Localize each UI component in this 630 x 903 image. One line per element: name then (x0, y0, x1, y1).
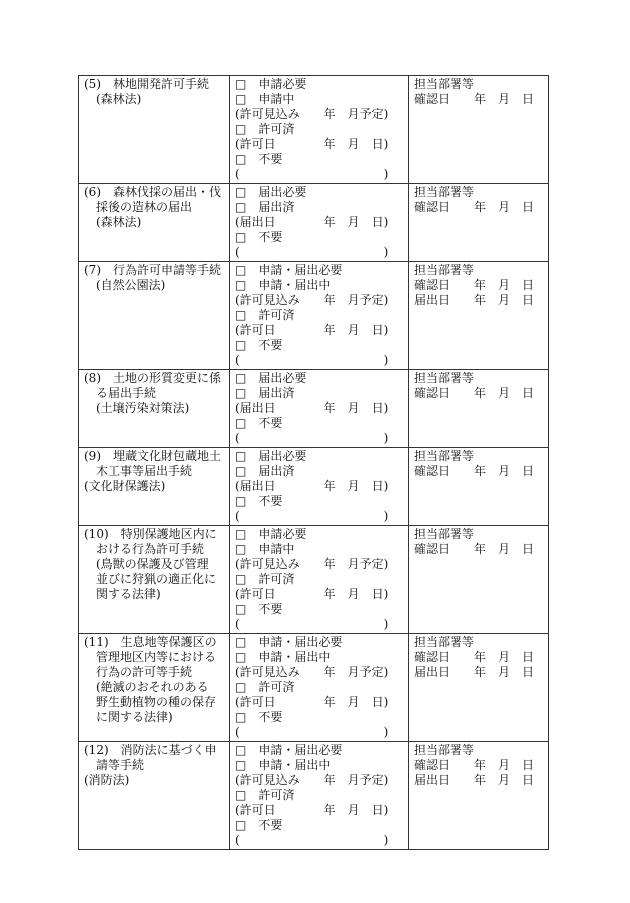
status-line[interactable]: □ 届出済 (235, 200, 295, 214)
status-line[interactable]: □ 届出必要 (235, 449, 307, 463)
department-cell (409, 262, 549, 370)
table-row (79, 448, 549, 526)
name-line: (文化財保護法) (84, 479, 166, 493)
dept-line: 届出日 年 月 日 (414, 665, 535, 679)
name-line: (10) 特別保護地区内に (84, 527, 217, 541)
dept-line: 確認日 年 月 日 (414, 200, 535, 214)
status-line[interactable]: □ 申請・届出中 (235, 650, 331, 664)
status-line: ( ) (235, 245, 389, 259)
dept-line: 担当部署等 (414, 635, 475, 649)
name-line: る届出手続 (84, 386, 157, 400)
status-line: (許可見込み 年 月予定) (235, 773, 389, 787)
dept-line: 届出日 年 月 日 (414, 773, 535, 787)
status-line: (許可見込み 年 月予定) (235, 293, 389, 307)
dept-line: 担当部署等 (414, 185, 475, 199)
name-line: (森林法) (84, 92, 142, 106)
status-line: (許可日 年 月 日) (235, 137, 389, 151)
table-row (79, 526, 549, 634)
name-line: (11) 生息地等保護区の (84, 635, 217, 649)
status-line: (許可見込み 年 月予定) (235, 665, 389, 679)
status-line[interactable]: □ 届出済 (235, 386, 295, 400)
status-cell (230, 448, 409, 526)
status-line: ( ) (235, 509, 389, 523)
status-line[interactable]: □ 許可済 (235, 788, 295, 802)
status-line[interactable]: □ 申請必要 (235, 77, 307, 91)
dept-line: 確認日 年 月 日 (414, 464, 535, 478)
procedure-name-cell (79, 262, 230, 370)
dept-line: 担当部署等 (414, 77, 475, 91)
status-cell (230, 634, 409, 742)
table-row (79, 76, 549, 184)
table-row (79, 262, 549, 370)
name-line: 並びに狩猟の適正化に (84, 572, 217, 586)
status-line[interactable]: □ 申請・届出必要 (235, 743, 343, 757)
status-line: (届出日 年 月 日) (235, 479, 389, 493)
dept-line: 確認日 年 月 日 (414, 386, 535, 400)
status-line[interactable]: □ 届出必要 (235, 371, 307, 385)
name-line: (自然公園法) (84, 278, 166, 292)
procedure-name-cell (79, 184, 230, 262)
status-line: ( ) (235, 617, 389, 631)
status-cell (230, 184, 409, 262)
status-line: (許可日 年 月 日) (235, 695, 389, 709)
name-line: (7) 行為許可申請等手続 (84, 263, 221, 277)
dept-line: 確認日 年 月 日 (414, 542, 535, 556)
name-line: (絶滅のおそれのある (84, 680, 209, 694)
status-line: (届出日 年 月 日) (235, 401, 389, 415)
status-line: ( ) (235, 725, 389, 739)
status-line: (許可見込み 年 月予定) (235, 557, 389, 571)
dept-line: 担当部署等 (414, 263, 475, 277)
name-line: 採後の造林の届出 (84, 200, 193, 214)
procedure-name-cell (79, 448, 230, 526)
procedure-name-cell (79, 634, 230, 742)
status-line[interactable]: □ 不要 (235, 494, 283, 508)
department-cell (409, 742, 549, 850)
status-line[interactable]: □ 許可済 (235, 308, 295, 322)
status-line[interactable]: □ 申請・届出必要 (235, 635, 343, 649)
status-line: ( ) (235, 833, 389, 847)
table-row (79, 634, 549, 742)
name-line: 木工事等届出手続 (84, 464, 193, 478)
status-line[interactable]: □ 届出必要 (235, 185, 307, 199)
name-line: おける行為許可手続 (84, 542, 205, 556)
department-cell (409, 184, 549, 262)
procedure-name-cell (79, 742, 230, 850)
dept-line: 担当部署等 (414, 371, 475, 385)
status-line[interactable]: □ 申請必要 (235, 527, 307, 541)
department-cell (409, 76, 549, 184)
status-cell (230, 742, 409, 850)
status-cell (230, 370, 409, 448)
status-line[interactable]: □ 申請中 (235, 92, 295, 106)
name-line: 管理地区内等における (84, 650, 217, 664)
status-line[interactable]: □ 不要 (235, 338, 283, 352)
name-line: (8) 土地の形質変更に係 (84, 371, 221, 385)
status-line[interactable]: □ 申請中 (235, 542, 295, 556)
dept-line: 確認日 年 月 日 (414, 92, 535, 106)
status-line: (許可日 年 月 日) (235, 587, 389, 601)
dept-line: 確認日 年 月 日 (414, 278, 535, 292)
dept-line: 担当部署等 (414, 527, 475, 541)
name-line: 請等手続 (84, 758, 145, 772)
status-line: ( ) (235, 167, 389, 181)
status-line[interactable]: □ 許可済 (235, 122, 295, 136)
name-line: (12) 消防法に基づく申 (84, 743, 217, 757)
department-cell (409, 448, 549, 526)
department-cell (409, 370, 549, 448)
table-row (79, 742, 549, 850)
status-line: (許可日 年 月 日) (235, 803, 389, 817)
status-cell (230, 262, 409, 370)
status-line: (許可日 年 月 日) (235, 323, 389, 337)
name-line: (土壌汚染対策法) (84, 401, 190, 415)
procedures-table (78, 75, 549, 850)
procedure-name-cell (79, 370, 230, 448)
status-line[interactable]: □ 申請・届出中 (235, 278, 331, 292)
procedures-table-body (79, 76, 549, 850)
status-line: (届出日 年 月 日) (235, 215, 389, 229)
name-line: (9) 埋蔵文化財包蔵地土 (84, 449, 221, 463)
dept-line: 担当部署等 (414, 449, 475, 463)
status-line[interactable]: □ 申請・届出必要 (235, 263, 343, 277)
name-line: 行為の許可等手続 (84, 665, 193, 679)
department-cell (409, 634, 549, 742)
status-line[interactable]: □ 許可済 (235, 680, 295, 694)
department-cell (409, 526, 549, 634)
status-cell (230, 76, 409, 184)
procedure-name-cell (79, 76, 230, 184)
name-line: (鳥獣の保護及び管理 (84, 557, 209, 571)
name-line: に関する法律) (84, 710, 173, 724)
dept-line: 担当部署等 (414, 743, 475, 757)
name-line: (6) 森林伐採の届出・伐 (84, 185, 221, 199)
name-line: (5) 林地開発許可手続 (84, 77, 209, 91)
status-line[interactable]: □ 不要 (235, 710, 283, 724)
status-line[interactable]: □ 申請・届出中 (235, 758, 331, 772)
procedure-name-cell (79, 526, 230, 634)
name-line: 野生動植物の種の保存 (84, 695, 217, 709)
status-line[interactable]: □ 不要 (235, 416, 283, 430)
status-line[interactable]: □ 届出済 (235, 464, 295, 478)
status-line[interactable]: □ 不要 (235, 602, 283, 616)
status-line: ( ) (235, 353, 389, 367)
name-line: (消防法) (84, 773, 130, 787)
status-line: ( ) (235, 431, 389, 445)
status-line[interactable]: □ 不要 (235, 230, 283, 244)
status-line[interactable]: □ 不要 (235, 818, 283, 832)
name-line: (森林法) (84, 215, 142, 229)
status-line[interactable]: □ 不要 (235, 152, 283, 166)
status-cell (230, 526, 409, 634)
dept-line: 届出日 年 月 日 (414, 293, 535, 307)
dept-line: 確認日 年 月 日 (414, 650, 535, 664)
dept-line: 確認日 年 月 日 (414, 758, 535, 772)
table-row (79, 184, 549, 262)
status-line[interactable]: □ 許可済 (235, 572, 295, 586)
table-row (79, 370, 549, 448)
status-line: (許可見込み 年 月予定) (235, 107, 389, 121)
name-line: 関する法律) (84, 587, 161, 601)
